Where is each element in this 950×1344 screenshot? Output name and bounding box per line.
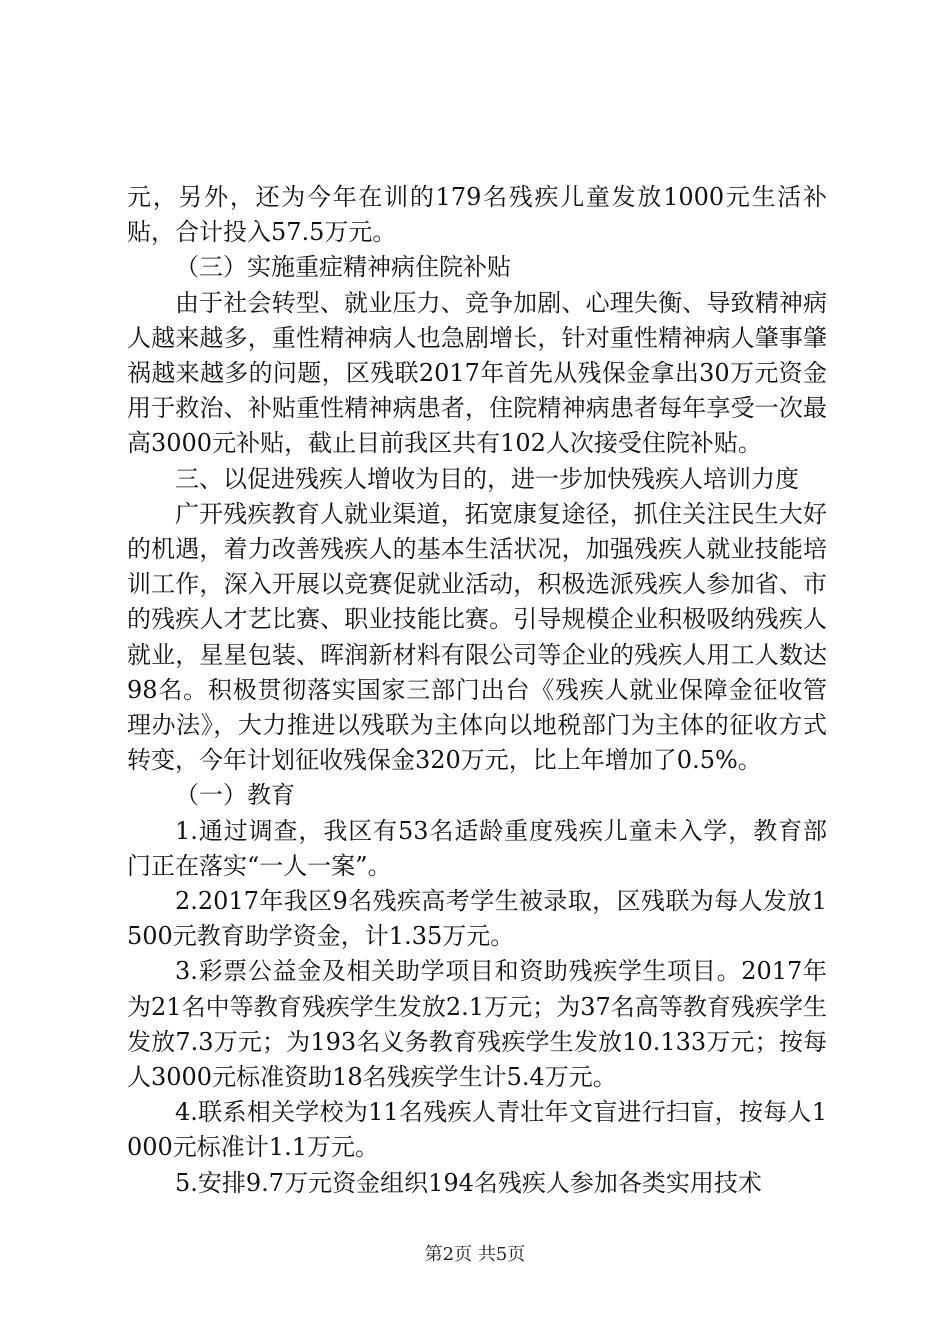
- list-item-1: 1.通过调查，我区有53名适龄重度残疾儿童未入学，教育部门正在落实“一人一案”。: [127, 816, 827, 880]
- list-item-2: 2.2017年我区9名残疾高考学生被录取，区残联为每人发放1500元教育助学资金，计1.35万元。: [127, 887, 827, 951]
- subheading-psychiatric-subsidy: （三）实施重症精神病住院补贴: [175, 253, 511, 282]
- subheading-education: （一）教育: [175, 781, 295, 810]
- list-item-5: 5.安排9.7万元资金组织194名残疾人参加各类实用技术: [175, 1168, 762, 1197]
- document-body: [127, 180, 827, 1201]
- list-item-4: 4.联系相关学校为11名残疾人青壮年文盲进行扫盲，按每人1000元标准计1.1万元。: [127, 1098, 827, 1162]
- list-item-3: 3.彩票公益金及相关助学项目和资助残疾学生项目。2017年为21名中等教育残疾学生发放2.1万元；为37名高等教育残疾学生发放7.3万元；为193名义务教育残疾学生发放10.133万元；按每人3000元标准资助18名残疾学生计5.4万元。: [127, 957, 827, 1092]
- paragraph-continuation: 元，另外，还为今年在训的179名残疾儿童发放1000元生活补贴，合计投入57.5万元。: [127, 183, 827, 247]
- paragraph-psychiatric-subsidy: 由于社会转型、就业压力、竞争加剧、心理失衡、导致精神病人越来越多，重性精神病人也急剧增长，针对重性精神病人肇事肇祸越来越多的问题，区残联2017年首先从残保金拿出30万元资金用于救治、补贴重性精神病患者，住院精神病患者每年享受一次最高3000元补贴，截止目前我区共有102人次接受住院补贴。: [127, 288, 827, 458]
- section-heading-training: 三、以促进残疾人增收为目的，进一步加快残疾人培训力度: [175, 464, 799, 493]
- page-number-footer: 第2页 共5页: [424, 1244, 526, 1265]
- paragraph-employment: 广开残疾教育人就业渠道，拓宽康复途径，抓住关注民生大好的机遇，着力改善残疾人的基本生活状况，加强残疾人就业技能培训工作，深入开展以竞赛促就业活动，积极选派残疾人参加省、市的残疾人才艺比赛、职业技能比赛。引导规模企业积极吸纳残疾人就业，星星包装、晖润新材料有限公司等企业的残疾人用工人数达98名。积极贯彻落实国家三部门出台《残疾人就业保障金征收管理办法》，大力推进以残联为主体向以地税部门为主体的征收方式转变，今年计划征收残保金320万元，比上年增加了0.5%。: [127, 499, 827, 775]
